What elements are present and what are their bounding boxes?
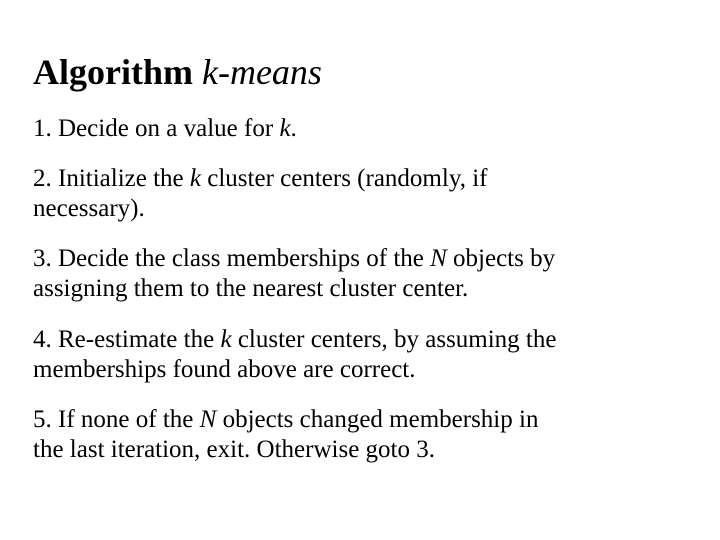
step-5 (33, 405, 673, 465)
step-3-line-1 (33, 244, 673, 274)
step-3-text-a: 3. Decide the class memberships of the (33, 245, 431, 272)
step-3 (33, 244, 673, 304)
step-4-line-2: memberships found above are correct. (33, 356, 416, 383)
step-3-text-b: objects by (446, 245, 556, 272)
slide-title (33, 50, 322, 94)
step-1-variable: k (279, 115, 291, 142)
step-5-line-2: the last iteration, exit. Otherwise goto 3. (33, 436, 435, 463)
title-italic-text: k-means (201, 52, 322, 92)
step-3-line-2: assigning them to the nearest cluster center. (33, 275, 469, 302)
step-5-variable: N (199, 406, 217, 433)
algorithm-steps (33, 114, 673, 465)
step-1-text-b: . (290, 115, 297, 142)
title-bold-text: Algorithm (33, 52, 193, 92)
step-2 (33, 164, 673, 224)
step-5-line-1 (33, 405, 673, 435)
step-4-variable: k (220, 326, 232, 353)
step-4-text-a: 4. Re-estimate the (33, 326, 221, 353)
step-1 (33, 114, 673, 144)
step-2-variable: k (189, 165, 201, 192)
step-4-text-b: cluster centers, by assuming the (231, 326, 557, 353)
step-2-line-2: necessary). (33, 195, 145, 222)
step-3-variable: N (430, 245, 447, 272)
step-5-text-a: 5. If none of the (33, 406, 200, 433)
step-4-line-1 (33, 325, 673, 355)
step-1-line-1 (33, 114, 673, 144)
step-2-text-a: 2. Initialize the (33, 165, 190, 192)
step-2-text-b: cluster centers (randomly, if (201, 165, 488, 192)
step-1-text-a: 1. Decide on a value for (33, 115, 280, 142)
step-2-line-1 (33, 164, 673, 194)
step-5-text-b: objects changed membership in (216, 406, 539, 433)
step-4 (33, 325, 673, 385)
